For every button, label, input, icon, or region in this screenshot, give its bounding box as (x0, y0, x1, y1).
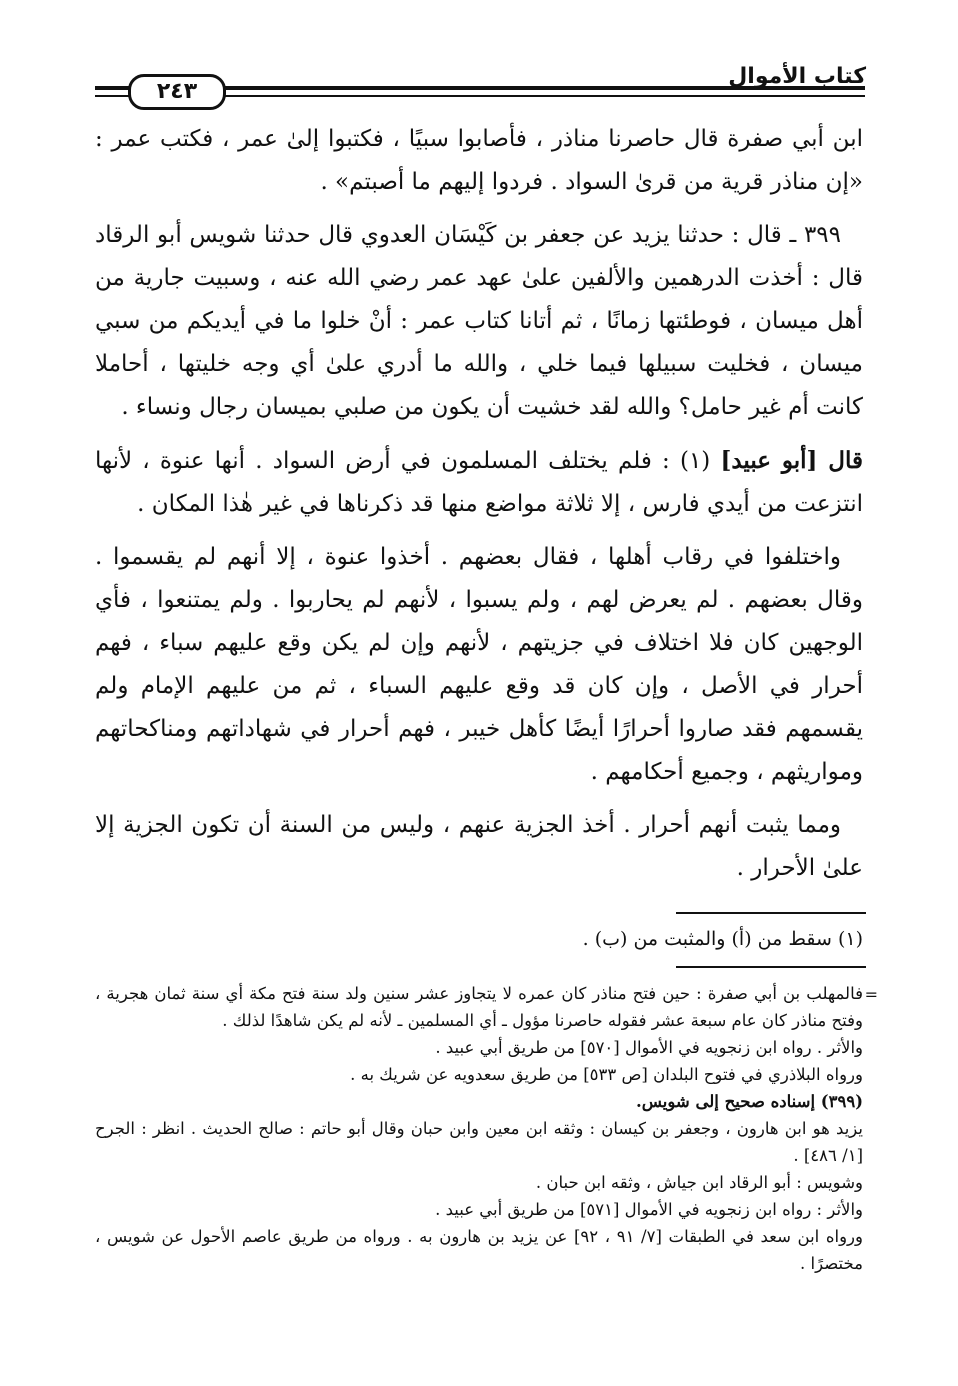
main-text (95, 118, 863, 900)
paragraph-1: ابن أبي صفرة قال حاصرنا مناذر ، فأصابوا سبيًا ، فكتبوا إلىٰ عمر ، فكتب عمر : «إن مناذر قرية من قرىٰ السواد . فردوا إليهم ما أصبتم» . (95, 126, 863, 195)
note-8: ورواه ابن سعد في الطبقات [٧/ ٩١ ، ٩٢] عن يزيد بن هارون به . ورواه من طريق عاصم الأحول عن شويس ، مختصرًا . (95, 1227, 863, 1273)
paragraph-5: ومما يثبت أنهم أحرار . أخذ الجزية عنهم ، وليس من السنة أن تكون الجزية إلا علىٰ الأحرار . (95, 812, 863, 881)
note-7: والأثر : رواه ابن زنجويه في الأموال [٥٧١] من طريق أبي عبيد . (435, 1200, 863, 1219)
speaker-label: قال [أبو عبيد] (720, 447, 864, 474)
note-2: والأثر . رواه ابن زنجويه في الأموال [٥٧٠] من طريق أبي عبيد . (435, 1038, 863, 1057)
note-6: وشويس : أبو الرقاد ابن جياش ، وثقه ابن حبان . (535, 1173, 863, 1192)
continuation-mark: = (864, 985, 878, 1004)
note-1: فالمهلب بن أبي صفرة : حين فتح مناذر كان عمره لا يتجاوز عشر سنين ولد سنة فتح مكة أي سنة ثمان هجرية ، وفتح مناذر كان عام سبعة عشر فقوله حاصرنا مؤول ـ أي المسلمين ـ لأنه لم يكن شاهدًا لذلك . (95, 984, 863, 1030)
commentary-notes (95, 980, 863, 1277)
page-number: ٢٤٣ (128, 74, 226, 110)
note-3: ورواه البلاذري في فتوح البلدان [ص ٥٣٣] من طريق سعدويه عن شريك به . (350, 1065, 863, 1084)
footnote-ref: (١) (679, 448, 711, 474)
paragraph-3-text: : فلم يختلف المسلمون في أرض السواد . أنها عنوة ، لأنها انتزعت من أيدي فارس ، إلا ثلاثة مواضع منها قد ذكرناها في غير هٰذا المكان . (95, 448, 863, 517)
note-4: (٣٩٩) إسناده صحيح إلى شويس. (636, 1092, 863, 1111)
paragraph-3 (95, 439, 863, 526)
paragraph-2: ٣٩٩ ـ قال : حدثنا يزيد عن جعفر بن كَيْسَان العدوي قال حدثنا شويس أبو الرقاد قال : أخذت الدرهمين والألفين علىٰ عهد عمر رضي الله عنه ، وسبيت جارية من أهل ميسان ، فوطئتها زمانًا ، ثم أتانا كتاب عمر : أنْ خلوا ما في أيديكم من سبي ميسان ، فخليت سبيلها فيما خلي ، والله ما أدري علىٰ أي وجه خليتها ، أحاملا كانت أم غير حامل؟ والله لقد خشيت أن يكون من صلبي بميسان رجال ونساء . (95, 222, 863, 420)
note-5: يزيد هو ابن هارون ، وجعفر بن كيسان : وثقه ابن معين وابن حبان وقال أبو حاتم : صالح الحديث . انظر : الجرح [١/ ٤٨٦] . (95, 1119, 863, 1165)
book-title: كتاب الأموال (728, 64, 866, 89)
notes-separator (676, 966, 866, 968)
paragraph-4: واختلفوا في رقاب أهلها ، فقال بعضهم . أخذوا عنوة ، إلا أنهم لم يقسموا . وقال بعضهم . لم يعرض لهم ، ولم يسبوا ، لأنهم لم يحاربوا . ولم يمتنعوا ، فأي الوجهين كان فلا اختلاف في جزيتهم ، لأنهم وإن لم يكن وقع عليهم سباء ، فهم أحرار في الأصل ، وإن كان قد وقع عليهم السباء ، ثم من عليهم الإمام ولم يقسمهم فقد صاروا أحرارًا أيضًا كأهل خيبر ، فهم أحرار في شهاداتهم ومناكحاتهم ومواريثهم ، وجميع أحكامهم . (95, 544, 863, 785)
footnote-separator (676, 912, 866, 914)
footnote-1: (١) سقط من (أ) والمثبت من (ب) . (582, 928, 863, 950)
